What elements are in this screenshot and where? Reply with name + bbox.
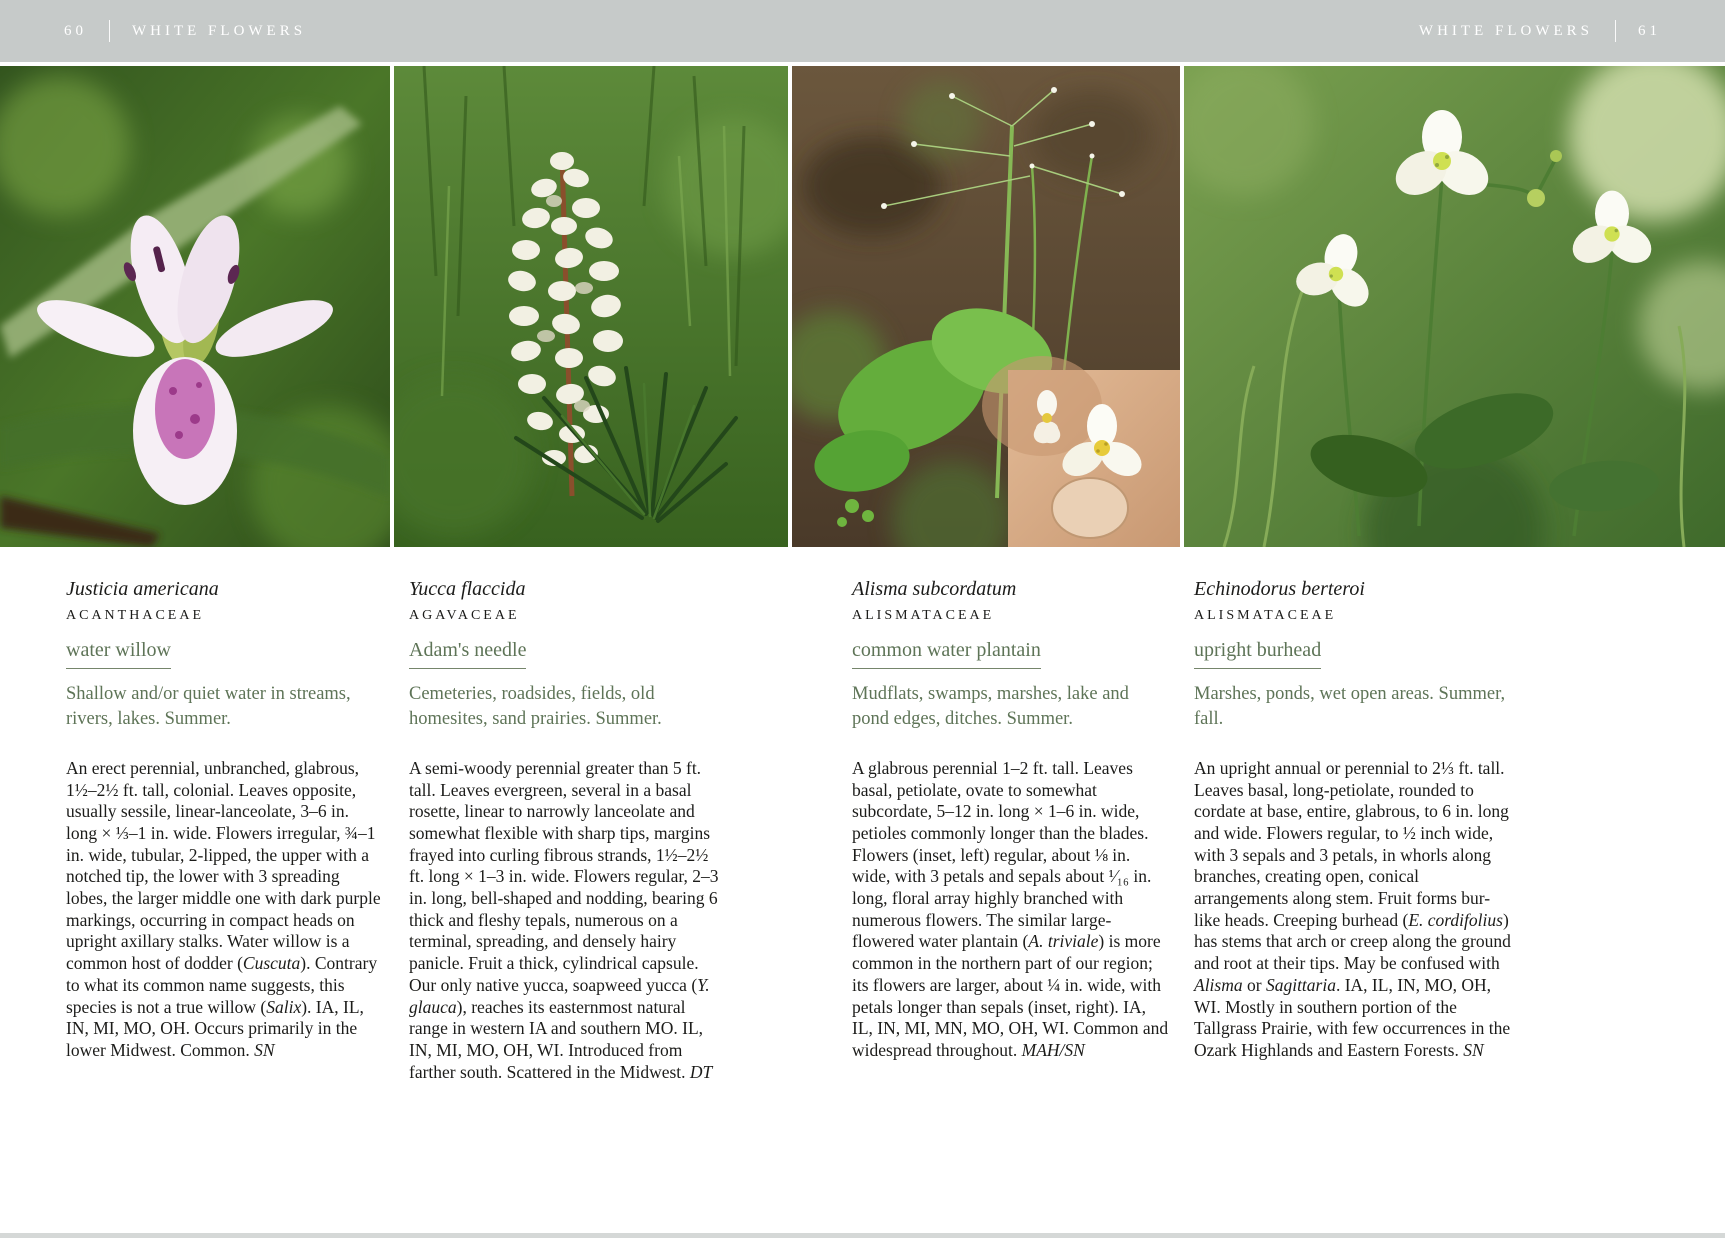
- family-name: ACANTHACEAE: [66, 608, 204, 623]
- habitat-text: Marshes, ponds, wet open areas. Summer, fall.: [1194, 684, 1506, 729]
- photo-inset-flower-closeup: [982, 356, 1180, 547]
- species-name: Alisma subcordatum: [852, 578, 1017, 600]
- habitat-text: Cemeteries, roadsides, fields, old homesites, sand prairies. Summer.: [409, 684, 662, 729]
- species-name: Yucca flaccida: [409, 578, 526, 600]
- family-name: ALISMATACEAE: [852, 608, 995, 623]
- description-text: An erect perennial, unbranched, glabrous, 1½–2½ ft. tall, colonial. Leaves opposite, usually sessile, linear-lanceolate, 3–6 in. long × ⅓–1 in. wide. Flowers irregular, ¾–1 in. wide, tubular, 2-lipped, the upper with a notched tip, the lower with 3 spreading lobes, the larger middle one with dark purple markings, occurring in compact heads on upright axillary stalks. Water willow is a common host of dodder (Cuscuta). Contrary to what its common name suggests, this species is not a true willow (Salix). IA, IL, IN, MI, MO, OH. Occurs primarily in the lower Midwest. Common. SN: [66, 757, 381, 1060]
- photo-water-willow: [0, 66, 390, 547]
- page-number-right: 61: [1638, 22, 1661, 39]
- water-willow-photo-illustration: [0, 66, 390, 547]
- species-name: Echinodorus berteroi: [1194, 578, 1365, 600]
- header-divider-right: [1615, 20, 1616, 42]
- family-name: ALISMATACEAE: [1194, 608, 1337, 623]
- description-text: A glabrous perennial 1–2 ft. tall. Leaves basal, petiolate, ovate to somewhat subcordate, 5–12 in. long × 1–6 in. wide, petioles commonly longer than the blades. Flowers (inset, left) regular, about ⅛ in. wide, with 3 petals and sepals about ¹⁄₁₆ in. long, floral array highly branched with numerous flowers. The similar large-flowered water plantain (A. triviale) is more common in the northern part of our region; its flowers are larger, about ¼ in. wide, with petals longer than sepals (inset, right). IA, IL, IN, MI, MN, MO, OH, WI. Common and widespread throughout. MAH/SN: [852, 757, 1169, 1060]
- header-divider-left: [109, 20, 110, 42]
- entry-echinodorus-berteroi: [1194, 578, 1512, 1062]
- header-bar: [0, 0, 1725, 62]
- water-plantain-photo-illustration: [792, 66, 1180, 547]
- description-text: A semi-woody perennial greater than 5 ft. tall. Leaves evergreen, several in a basal rosette, linear to narrowly lanceolate and somewhat flexible with sharp tips, margins frayed into curling fibrous strands, 1½–2½ ft. long × 1–3 in. wide. Flowers regular, 2–3 in. long, bell-shaped and nodding, bearing 6 thick and fleshy tepals, numerous on a terminal, spreading, and densely hairy panicle. Fruit a thick, cylindrical capsule. Our only native yucca, soapweed yucca (Y. glauca), reaches its easternmost natural range in western IA and southern MO. IL, IN, MI, MO, OH, WI. Introduced from farther south. Scattered in the Midwest. DT: [409, 757, 719, 1082]
- family-name: AGAVACEAE: [409, 608, 520, 623]
- page-bottom-edge: [0, 1233, 1725, 1238]
- habitat-text: Shallow and/or quiet water in streams, rivers, lakes. Summer.: [66, 684, 351, 729]
- upright-burhead-photo-illustration: [1184, 66, 1725, 547]
- photo-band: [0, 66, 1725, 547]
- section-title-left: WHITE FLOWERS: [132, 22, 307, 39]
- common-name: water willow: [66, 639, 171, 669]
- species-entries: [0, 578, 1725, 1238]
- section-title-right: WHITE FLOWERS: [1418, 22, 1593, 39]
- species-name: Justicia americana: [66, 578, 219, 600]
- common-name: upright burhead: [1194, 639, 1321, 669]
- entry-alisma-subcordatum: [852, 578, 1170, 1062]
- header-left: [64, 20, 306, 42]
- entry-justicia-americana: [66, 578, 384, 1062]
- photo-adams-needle: [394, 66, 788, 547]
- adams-needle-photo-illustration: [394, 66, 788, 547]
- photo-water-plantain: [792, 66, 1180, 547]
- habitat-text: Mudflats, swamps, marshes, lake and pond edges, ditches. Summer.: [852, 684, 1129, 729]
- common-name: Adam's needle: [409, 639, 526, 669]
- common-name: common water plantain: [852, 639, 1041, 669]
- header-right: [1419, 20, 1661, 42]
- photo-upright-burhead: [1184, 66, 1725, 547]
- entry-yucca-flaccida: [409, 578, 727, 1083]
- description-text: An upright annual or perennial to 2⅓ ft. tall. Leaves basal, long-petiolate, rounded to cordate at base, entire, glabrous, to 6 in. long and wide. Flowers regular, to ½ inch wide, with 3 sepals and 3 petals, in whorls along branches, creating open, conical arrangements along stem. Fruit forms bur-like heads. Creeping burhead (E. cordifolius) has stems that arch or creep along the ground and root at their tips. May be confused with Alisma or Sagittaria. IA, IL, IN, MO, OH, WI. Mostly in southern portion of the Tallgrass Prairie, with few occurrences in the Ozark Highlands and Eastern Forests. SN: [1194, 757, 1511, 1060]
- page-number-left: 60: [64, 22, 87, 39]
